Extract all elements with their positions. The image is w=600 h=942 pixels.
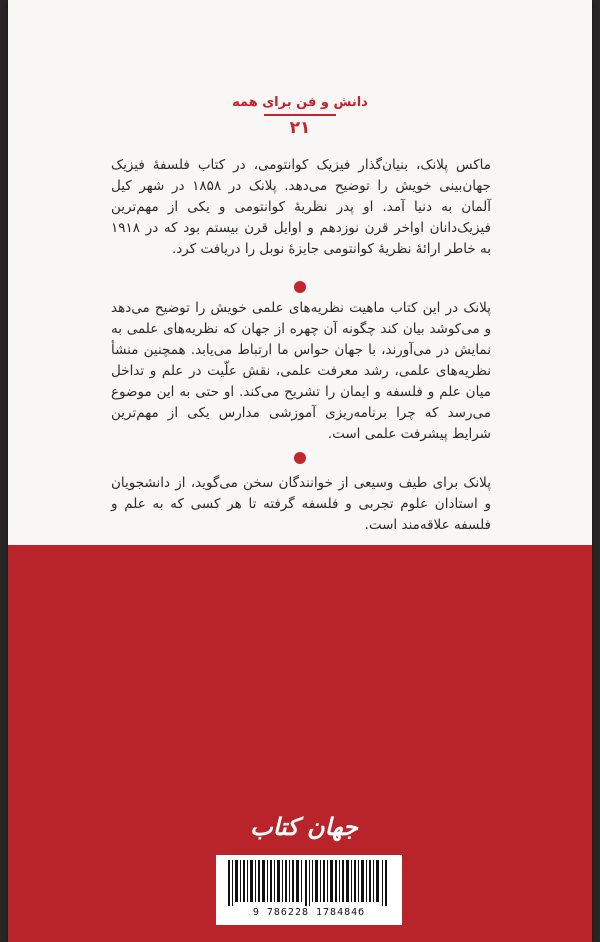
publisher-logo: جهان کتاب bbox=[250, 813, 358, 841]
back-cover bbox=[8, 0, 592, 942]
series-header bbox=[8, 95, 592, 138]
blurb-paragraph-3: پلانک برای طیف وسیعی از خوانندگان سخن می‌گوید، از دانشجویان و استادان علوم تجربی و فلسفه گرفته تا هر کسی که به علم و فلسفه علاقه‌مند است. bbox=[111, 475, 491, 533]
blurb-paragraph-2: پلانک در این کتاب ماهیت نظریه‌های علمی خویش را توضیح می‌دهد و می‌کوشد بیان کند چگونه آن چهره از جهان که نظریه‌های علمی به نمایش در می‌آورند، با جهان حواس ما ارتباط می‌یابد. همچنین منشأ نظریه‌های علمی، رشد معرفت علمی، نقش علّیت در علم و تداخل میان علم و فلسفه و ایمان را تشریح می‌کند. او حتی به این موضوع می‌رسد که چرا برنامه‌ریزی آموزشی مدارس یکی از مهم‌ترین شرایط پیشرفت علمی است. bbox=[111, 300, 491, 442]
red-bullet-dot bbox=[294, 281, 306, 293]
series-title: دانش و فن برای همه bbox=[232, 95, 368, 110]
barcode-bars bbox=[228, 860, 390, 906]
blurb-paragraph-1: ماکس پلانک، بنیان‌گذار فیزیک کوانتومی، در کتاب فلسفهٔ فیزیک جهان‌بینی خویش را توضیح می‌دهد. پلانک در ۱۸۵۸ در شهر کیل آلمان به دنیا آمد. او پدر نظریهٔ کوانتومی و یکی از مهم‌ترین فیزیک‌دانان اواخر قرن نوزدهم و اوایل قرن بیستم بود که در ۱۹۱۸ به خاطر ارائهٔ نظریهٔ کوانتومی جایزهٔ نوبل را دریافت کرد. bbox=[111, 157, 491, 257]
series-number: ۲۱ bbox=[289, 118, 311, 138]
isbn-number: 9 786228 178484б bbox=[252, 907, 366, 918]
series-divider bbox=[264, 114, 336, 116]
barcode bbox=[216, 855, 402, 925]
red-bullet-dot bbox=[294, 452, 306, 464]
cover-upper-panel bbox=[8, 0, 592, 545]
